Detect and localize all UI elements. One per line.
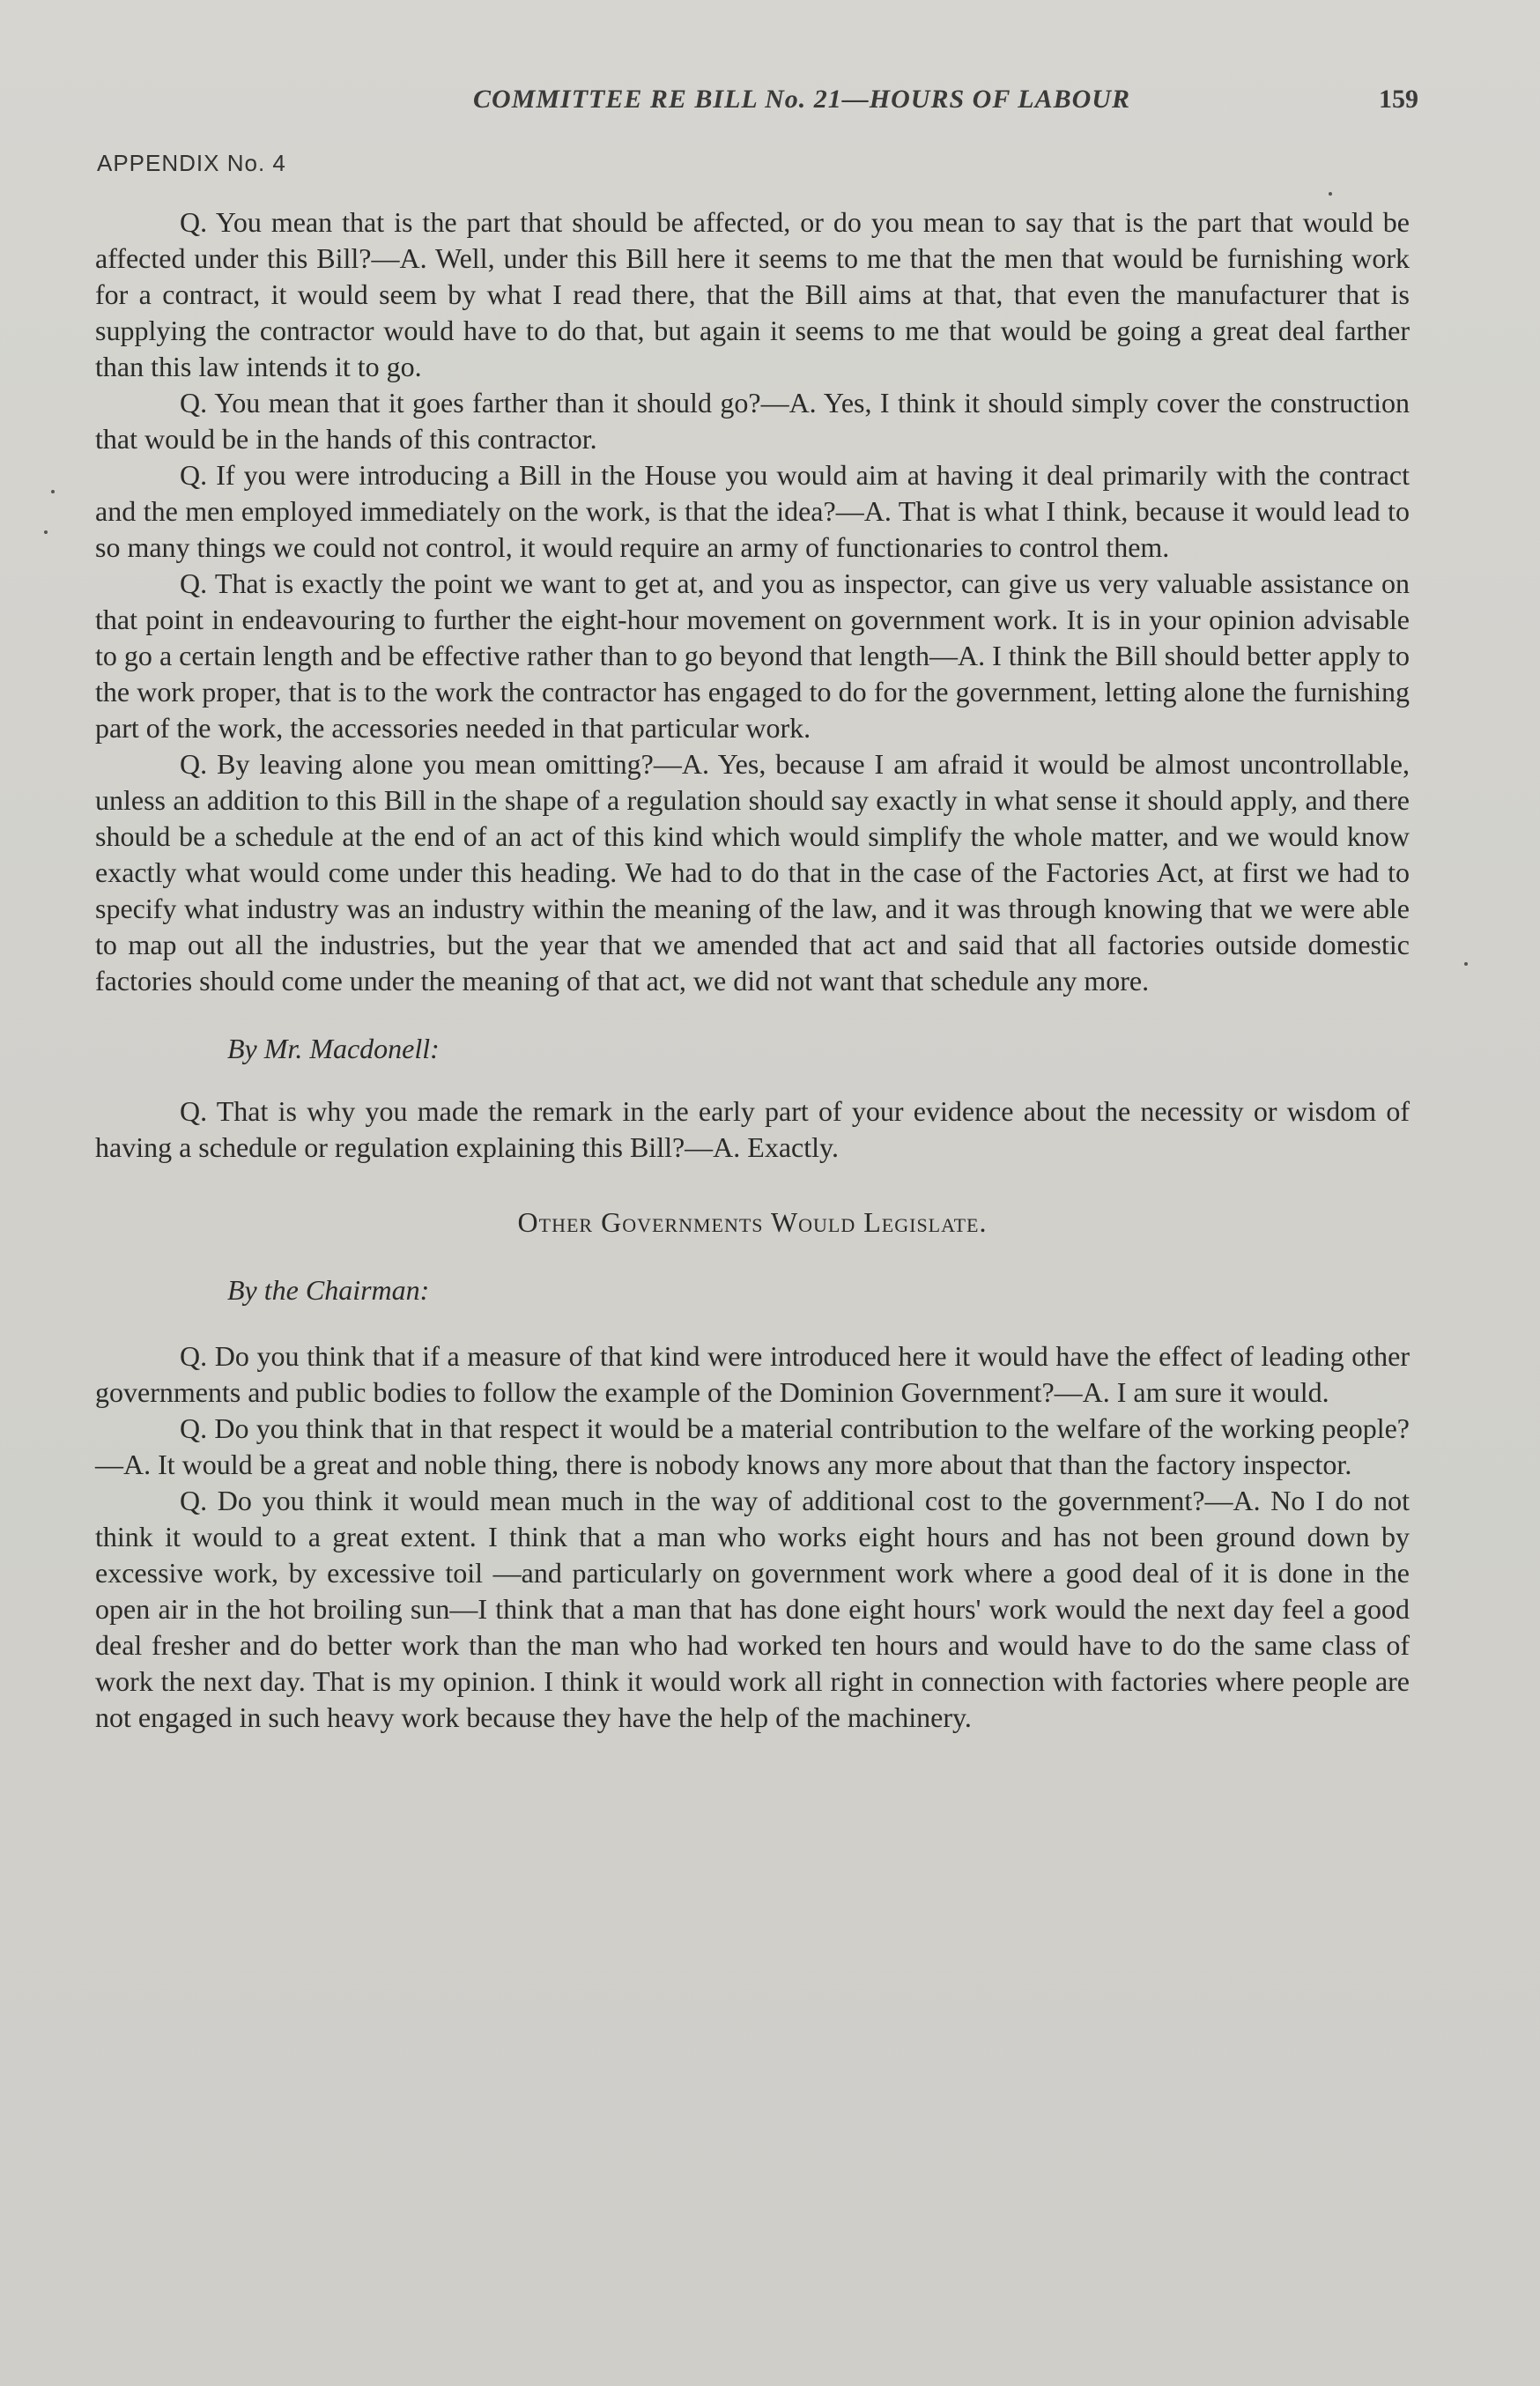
paragraph: Q. Do you think that in that respect it would be a material contribution to the welfare of the working people?—A. It would be a great and noble thing, there is nobody knows any more about that than the factory inspector. xyxy=(95,1412,1410,1480)
paragraph: Q. You mean that is the part that should be affected, or do you mean to say that is the part that would be affected under this Bill?—A. Well, under this Bill here it seems to me that the men that would be furnishing work for a contract, it would seem by what I read there, that the Bill aims at that, that even the manufacturer that is supplying the contractor would have to do that, but again it seems to me that would be going a great deal farther than this law intends it to go. xyxy=(95,206,1410,382)
paragraph: Q. Do you think that if a measure of that kind were introduced here it would have the effect of leading other governments and public bodies to follow the example of the Dominion Government?—A. I am sure it would. xyxy=(95,1340,1410,1408)
margin-speck xyxy=(44,530,48,534)
paragraph: Q. Do you think it would mean much in the way of additional cost to the government?—A. No I do not think it would to a great extent. I think that a man who works eight hours and has not been ground down by excessive work, by excessive toil —and particularly on government work where a good deal of it is done in the open air in the hot broiling sun—I think that a man that has done eight hours' work would the next day feel a good deal fresher and do better work than the man who had worked ten hours and would have to do the same class of work the next day. That is my opinion. I think it would work all right in connection with factories where people are not engaged in such heavy work because they have the help of the machinery. xyxy=(95,1485,1410,1733)
appendix-label: APPENDIX No. 4 xyxy=(97,150,286,176)
margin-speck xyxy=(1464,962,1468,966)
running-title: COMMITTEE RE BILL No. 21—HOURS OF LABOUR xyxy=(473,85,1130,114)
running-head xyxy=(97,85,1418,129)
margin-speck xyxy=(51,490,55,493)
speaker-label: By the Chairman: xyxy=(227,1274,430,1306)
paragraph: Q. You mean that it goes farther than it should go?—A. Yes, I think it should simply cover the construction that would be in the hands of this contractor. xyxy=(95,387,1410,455)
paragraph: Q. If you were introducing a Bill in the House you would aim at having it deal primarily with the contract and the men employed immediately on the work, is that the idea?—A. That is what I think, because it would lead to so many things we could not control, it would require an army of functionaries to control them. xyxy=(95,459,1410,563)
section-heading: Other Governments Would Legislate. xyxy=(517,1206,988,1238)
body-text xyxy=(95,204,1410,1736)
page-number: 159 xyxy=(1379,85,1418,114)
paragraph: Q. That is why you made the remark in the early part of your evidence about the necessity or wisdom of having a schedule or regulation explaining this Bill?—A. Exactly. xyxy=(95,1095,1410,1163)
speaker-label: By Mr. Macdonell: xyxy=(227,1033,440,1064)
margin-speck xyxy=(1329,192,1332,196)
paragraph: Q. That is exactly the point we want to get at, and you as inspector, can give us very valuable assistance on that point in endeavouring to further the eight-hour movement on government work. It is in your opinion advisable to go a certain length and be effective rather than to go beyond that length—A. I think the Bill should better apply to the work proper, that is to the work the contractor has engaged to do for the government, letting alone the furnishing part of the work, the accessories needed in that particular work. xyxy=(95,567,1410,744)
paragraph: Q. By leaving alone you mean omitting?—A. Yes, because I am afraid it would be almost uncontrollable, unless an addition to this Bill in the shape of a regulation should say exactly in what sense it should apply, and there should be a schedule at the end of an act of this kind which would simplify the whole matter, and we would know exactly what would come under this heading. We had to do that in the case of the Factories Act, at first we had to specify what industry was an industry within the meaning of the law, and it was through knowing that we were able to map out all the industries, but the year that we amended that act and said that all factories outside domestic factories should come under the meaning of that act, we did not want that schedule any more. xyxy=(95,748,1410,997)
